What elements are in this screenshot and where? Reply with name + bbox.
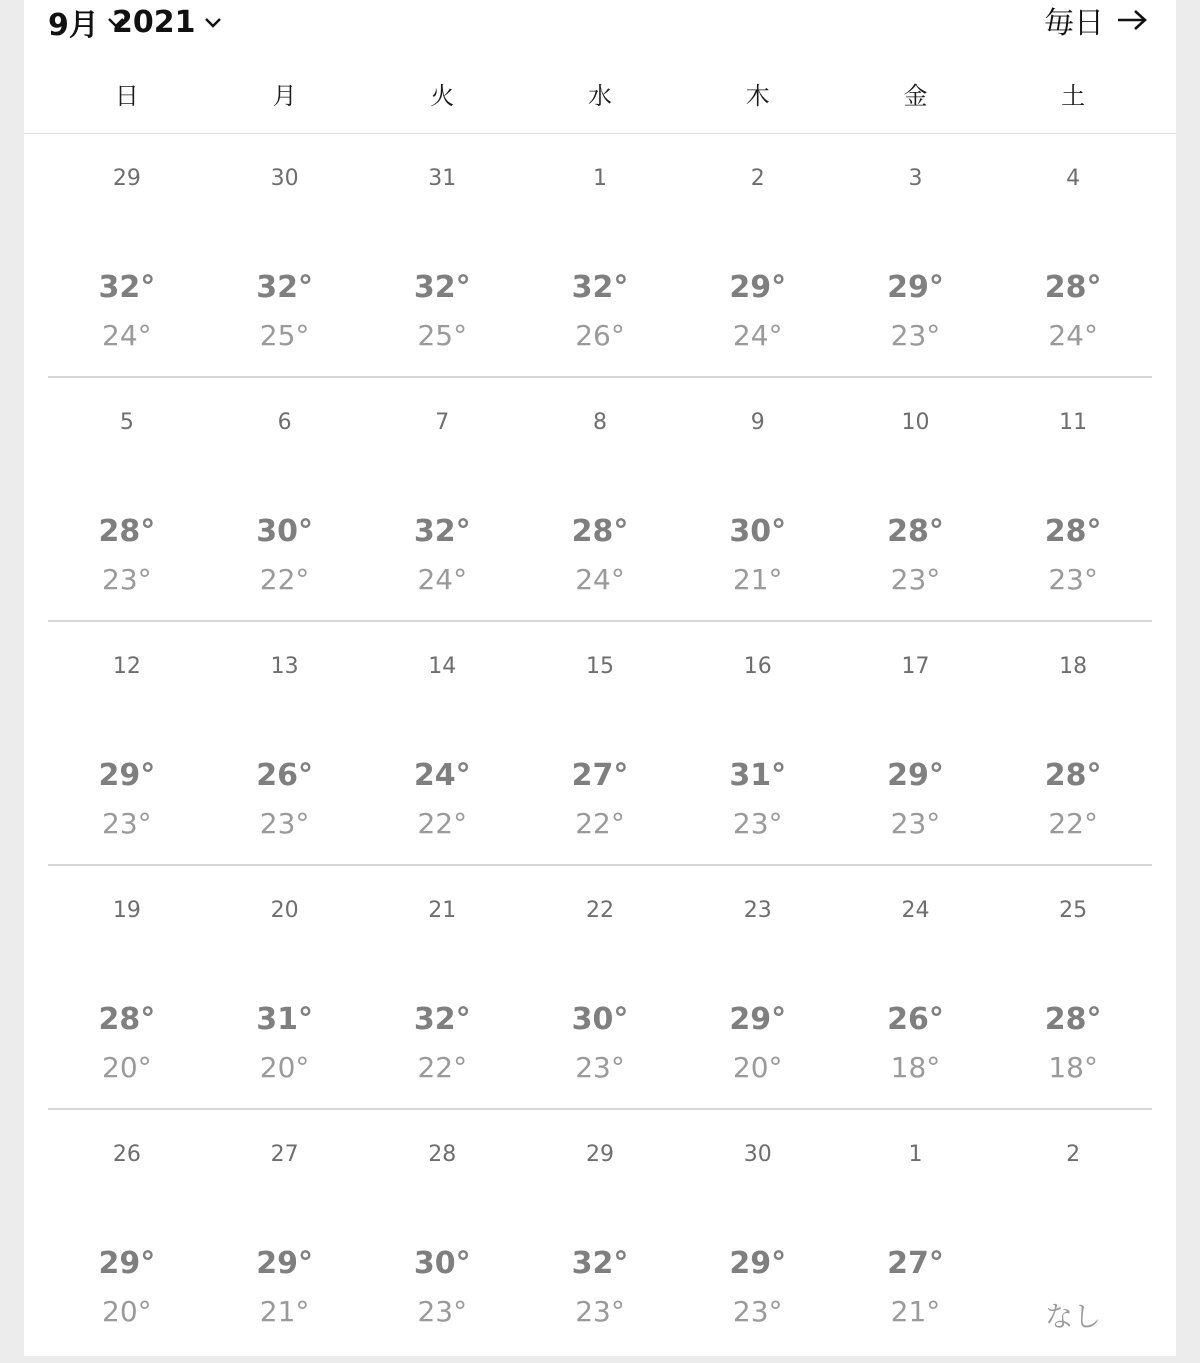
day-number: 24 bbox=[901, 898, 930, 923]
high-temp: 29° bbox=[98, 758, 156, 793]
day-number: 30 bbox=[270, 166, 299, 191]
day-number: 22 bbox=[586, 898, 615, 923]
high-temp: 30° bbox=[256, 514, 313, 549]
calendar-day-cell[interactable] bbox=[679, 134, 837, 378]
high-temp: 32° bbox=[98, 270, 156, 305]
low-temp: 22° bbox=[417, 807, 468, 840]
calendar-grid bbox=[48, 134, 1152, 1354]
day-number: 10 bbox=[901, 410, 930, 435]
day-number: 5 bbox=[119, 410, 134, 435]
low-temp: 24° bbox=[102, 319, 152, 352]
calendar-day-cell[interactable] bbox=[837, 866, 995, 1110]
calendar-day-cell[interactable] bbox=[994, 378, 1152, 622]
day-number: 13 bbox=[270, 654, 299, 679]
high-temp: 28° bbox=[571, 514, 629, 549]
high-temp: 32° bbox=[413, 514, 471, 549]
calendar-day-cell[interactable] bbox=[679, 622, 837, 866]
day-number: 25 bbox=[1059, 898, 1088, 923]
day-number: 1 bbox=[908, 1142, 923, 1167]
day-number: 27 bbox=[270, 1142, 299, 1167]
low-temp: 25° bbox=[417, 319, 468, 352]
day-number: 21 bbox=[428, 898, 457, 923]
high-temp: 29° bbox=[729, 270, 787, 305]
low-temp: 23° bbox=[890, 319, 941, 352]
low-temp: 23° bbox=[732, 1295, 783, 1328]
high-temp: 30° bbox=[729, 514, 787, 549]
low-temp: 23° bbox=[417, 1295, 468, 1328]
low-temp: 18° bbox=[1048, 1051, 1098, 1084]
day-number: 18 bbox=[1059, 654, 1088, 679]
day-number: 19 bbox=[112, 898, 141, 923]
low-temp: 24° bbox=[417, 563, 468, 596]
low-temp: 23° bbox=[1048, 563, 1098, 596]
day-number: 28 bbox=[428, 1142, 457, 1167]
day-number: 7 bbox=[435, 410, 450, 435]
low-temp: 23° bbox=[890, 807, 941, 840]
high-temp: 32° bbox=[256, 270, 313, 305]
low-temp: 23° bbox=[890, 563, 941, 596]
high-temp: 29° bbox=[887, 270, 944, 305]
low-temp: 20° bbox=[102, 1051, 152, 1084]
calendar-day-cell[interactable] bbox=[994, 866, 1152, 1110]
high-temp: 29° bbox=[98, 1246, 156, 1281]
low-temp: 23° bbox=[575, 1295, 625, 1328]
calendar-day-cell[interactable] bbox=[837, 134, 995, 378]
calendar-day-cell[interactable] bbox=[206, 378, 364, 622]
calendar-day-cell[interactable] bbox=[363, 622, 521, 866]
low-temp: 20° bbox=[102, 1295, 152, 1328]
high-temp: 32° bbox=[413, 270, 471, 305]
high-temp: 32° bbox=[571, 270, 629, 305]
day-number: 23 bbox=[743, 898, 772, 923]
high-temp: 28° bbox=[1044, 514, 1102, 549]
high-temp: 29° bbox=[256, 1246, 313, 1281]
low-temp: 21° bbox=[890, 1295, 941, 1328]
low-temp: 23° bbox=[732, 807, 783, 840]
high-temp: 28° bbox=[98, 1002, 156, 1037]
calendar-day-cell[interactable] bbox=[48, 378, 206, 622]
high-temp: 30° bbox=[571, 1002, 629, 1037]
low-temp: 20° bbox=[732, 1051, 783, 1084]
calendar-day-cell[interactable] bbox=[837, 378, 995, 622]
day-number: 3 bbox=[908, 166, 923, 191]
high-temp: 32° bbox=[571, 1246, 629, 1281]
low-temp: 18° bbox=[890, 1051, 941, 1084]
low-temp: 21° bbox=[259, 1295, 310, 1328]
day-number: 12 bbox=[112, 654, 141, 679]
high-temp: 26° bbox=[887, 1002, 944, 1037]
low-temp: 22° bbox=[575, 807, 625, 840]
low-temp: 22° bbox=[417, 1051, 468, 1084]
calendar-day-cell[interactable] bbox=[48, 622, 206, 866]
low-temp: 25° bbox=[259, 319, 310, 352]
day-number: 16 bbox=[743, 654, 772, 679]
low-temp: 23° bbox=[259, 807, 310, 840]
low-temp: なし bbox=[1045, 1300, 1102, 1333]
day-number: 2 bbox=[1066, 1142, 1081, 1167]
calendar-day-cell[interactable] bbox=[994, 1110, 1152, 1354]
year-selector[interactable] bbox=[112, 0, 224, 44]
day-number: 2 bbox=[750, 166, 765, 191]
arrow-right-icon bbox=[1116, 8, 1148, 32]
high-temp: 28° bbox=[887, 514, 944, 549]
high-temp: 29° bbox=[729, 1002, 787, 1037]
low-temp: 21° bbox=[732, 563, 783, 596]
chevron-down-icon bbox=[202, 11, 224, 33]
calendar-day-cell[interactable] bbox=[363, 866, 521, 1110]
calendar-day-cell[interactable] bbox=[994, 134, 1152, 378]
calendar-day-cell[interactable] bbox=[837, 1110, 995, 1354]
day-number: 11 bbox=[1059, 410, 1088, 435]
calendar-week-row bbox=[48, 1110, 1152, 1354]
weekday-label: 金 bbox=[903, 82, 928, 110]
weekday-label: 日 bbox=[114, 82, 139, 110]
day-number: 1 bbox=[593, 166, 608, 191]
calendar-day-cell[interactable] bbox=[206, 134, 364, 378]
day-number: 9 bbox=[750, 410, 765, 435]
calendar-day-cell[interactable] bbox=[521, 866, 679, 1110]
day-number: 29 bbox=[112, 166, 141, 191]
high-temp: 28° bbox=[1044, 270, 1102, 305]
high-temp: 32° bbox=[413, 1002, 471, 1037]
calendar-day-cell[interactable] bbox=[363, 1110, 521, 1354]
low-temp: 26° bbox=[575, 319, 625, 352]
weekday-label: 火 bbox=[430, 82, 455, 110]
day-number: 20 bbox=[270, 898, 299, 923]
day-number: 30 bbox=[743, 1142, 772, 1167]
calendar-week-row bbox=[48, 622, 1152, 866]
low-temp: 23° bbox=[102, 563, 152, 596]
calendar-day-cell[interactable] bbox=[48, 866, 206, 1110]
high-temp: 30° bbox=[413, 1246, 471, 1281]
calendar-week-row bbox=[48, 378, 1152, 622]
daily-view-link[interactable] bbox=[1044, 0, 1148, 40]
calendar-header bbox=[24, 0, 1176, 44]
calendar-day-cell[interactable] bbox=[206, 622, 364, 866]
day-number: 29 bbox=[586, 1142, 615, 1167]
high-temp: 31° bbox=[729, 758, 787, 793]
high-temp: 28° bbox=[1044, 1002, 1102, 1037]
year-label: 2021 bbox=[112, 4, 196, 40]
high-temp: 26° bbox=[256, 758, 313, 793]
day-number: 31 bbox=[428, 166, 457, 191]
high-temp: 29° bbox=[729, 1246, 787, 1281]
weekday-label: 木 bbox=[745, 82, 770, 110]
calendar-day-cell[interactable] bbox=[206, 866, 364, 1110]
high-temp: 28° bbox=[1044, 758, 1102, 793]
day-number: 15 bbox=[586, 654, 615, 679]
high-temp: 27° bbox=[571, 758, 629, 793]
daily-label: 毎日 bbox=[1044, 6, 1104, 41]
calendar-day-cell[interactable] bbox=[521, 622, 679, 866]
calendar-day-cell[interactable] bbox=[679, 1110, 837, 1354]
calendar-day-cell[interactable] bbox=[206, 1110, 364, 1354]
high-temp: 28° bbox=[98, 514, 156, 549]
day-number: 14 bbox=[428, 654, 457, 679]
day-number: 8 bbox=[593, 410, 608, 435]
low-temp: 23° bbox=[575, 1051, 625, 1084]
weekday-label: 月 bbox=[272, 82, 297, 110]
weekday-label: 土 bbox=[1061, 82, 1086, 110]
calendar-week-row bbox=[48, 866, 1152, 1110]
day-number: 17 bbox=[901, 654, 930, 679]
calendar-week-row bbox=[48, 134, 1152, 378]
day-number: 4 bbox=[1066, 166, 1081, 191]
high-temp: 31° bbox=[256, 1002, 313, 1037]
calendar-day-cell[interactable] bbox=[521, 1110, 679, 1354]
weekday-header-row bbox=[48, 74, 1152, 118]
calendar-panel bbox=[24, 0, 1176, 1356]
month-label: 9月 bbox=[48, 8, 99, 43]
calendar-day-cell[interactable] bbox=[48, 1110, 206, 1354]
low-temp: 24° bbox=[1048, 319, 1098, 352]
calendar-day-cell[interactable] bbox=[363, 134, 521, 378]
calendar-day-cell[interactable] bbox=[837, 622, 995, 866]
low-temp: 22° bbox=[1048, 807, 1098, 840]
calendar-day-cell[interactable] bbox=[363, 378, 521, 622]
low-temp: 24° bbox=[575, 563, 625, 596]
low-temp: 23° bbox=[102, 807, 152, 840]
low-temp: 20° bbox=[259, 1051, 310, 1084]
calendar-day-cell[interactable] bbox=[679, 378, 837, 622]
high-temp: 27° bbox=[887, 1246, 944, 1281]
calendar-day-cell[interactable] bbox=[521, 134, 679, 378]
calendar-day-cell[interactable] bbox=[994, 622, 1152, 866]
low-temp: 24° bbox=[732, 319, 783, 352]
calendar-day-cell[interactable] bbox=[48, 134, 206, 378]
day-number: 26 bbox=[112, 1142, 141, 1167]
high-temp: 29° bbox=[887, 758, 944, 793]
day-number: 6 bbox=[277, 410, 292, 435]
weekday-label: 水 bbox=[588, 82, 613, 110]
high-temp: 24° bbox=[413, 758, 471, 793]
calendar-day-cell[interactable] bbox=[679, 866, 837, 1110]
calendar-day-cell[interactable] bbox=[521, 378, 679, 622]
low-temp: 22° bbox=[259, 563, 310, 596]
